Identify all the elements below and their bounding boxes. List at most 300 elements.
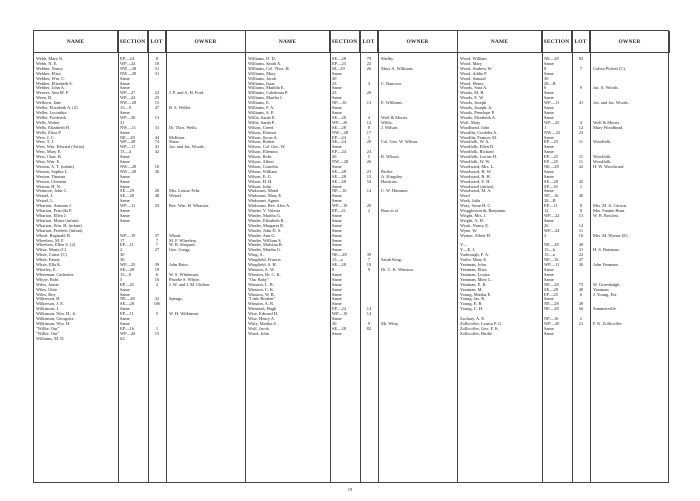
entry-section: NP—16 bbox=[544, 317, 559, 322]
entry-name: Wolf, Mary bbox=[460, 120, 481, 125]
column-header-row bbox=[458, 31, 670, 53]
entry-owner: Woodfolk. bbox=[593, 155, 612, 160]
entry-section: Same bbox=[332, 194, 342, 199]
entry-name: Woods, Penelope P. bbox=[460, 110, 495, 115]
entry-section: WP—27 bbox=[120, 91, 136, 96]
entry-lot: 16 bbox=[154, 164, 160, 169]
entry-section: Same bbox=[332, 96, 342, 101]
entry-section: WP—20 bbox=[120, 331, 136, 336]
header-owner: OWNER bbox=[378, 31, 458, 53]
entry-name: Wiles, Ottie bbox=[36, 287, 58, 292]
entry-section: SE—28 bbox=[120, 302, 134, 307]
entry-name: Winder, Malvina B. bbox=[248, 243, 283, 248]
entry-owner: Mary Woodhead. bbox=[593, 125, 624, 130]
entry-section: WP—11 bbox=[120, 204, 136, 209]
entry-section: NE—28 bbox=[544, 57, 559, 61]
entry-section: WP—25 bbox=[544, 120, 560, 125]
entry-name: Wharton, Ellen J. bbox=[36, 214, 67, 218]
entry-name: Yeatman, Mary L. bbox=[460, 277, 492, 282]
entry-name: Zollicoffer, Geo. F. K. bbox=[460, 326, 500, 331]
entry-lot: 49 bbox=[578, 302, 584, 307]
entry-name: Winston, Dr. C. K. bbox=[248, 272, 281, 277]
entry-list bbox=[458, 57, 670, 337]
entry-section: Same bbox=[120, 184, 130, 189]
entry-name: Winston, A. B. bbox=[248, 302, 275, 307]
entry-lot: 14 bbox=[366, 307, 372, 312]
entry-name: Young, Martha E. bbox=[460, 292, 492, 297]
entry-lot: 17 bbox=[366, 130, 372, 135]
entry-name: Winder, Martha G. bbox=[248, 248, 282, 253]
entry-lot: 6 bbox=[579, 292, 583, 297]
entry-owner: Richie. bbox=[381, 169, 394, 174]
entry-section: Same bbox=[332, 223, 342, 228]
entry-owner: Willis. bbox=[381, 120, 393, 125]
entry-name: Wray, Susie H. C. bbox=[460, 204, 492, 209]
entry-section: WP—20 bbox=[120, 115, 136, 120]
entry-section: Same bbox=[544, 115, 554, 120]
entry-section: Same bbox=[332, 297, 342, 302]
entry-owner: J. Young, Est. bbox=[593, 292, 618, 297]
entry-name: Williams, Col. Thos. H. bbox=[248, 66, 290, 71]
entry-section: Same bbox=[544, 71, 554, 76]
entry-name: Wells, Elizabeth H. bbox=[36, 125, 71, 130]
entry-section: 15—4 bbox=[120, 150, 131, 155]
entry-section: Same bbox=[332, 282, 342, 287]
entry-lot: 8 bbox=[579, 209, 583, 214]
entry-section: Same bbox=[332, 184, 342, 189]
entry-lot: 31 bbox=[154, 66, 160, 71]
entry-section: Same bbox=[544, 174, 554, 179]
entry-owner: Mary A. Williams. bbox=[381, 66, 414, 71]
entry-section: SE—28 bbox=[544, 287, 558, 292]
entry-section: EP—24 bbox=[120, 57, 134, 61]
entry-section: Same bbox=[332, 277, 342, 282]
entry-lot: 44 bbox=[154, 135, 160, 140]
entry-owner: Dr. Thos. Wells. bbox=[169, 125, 198, 130]
entry-lot: 13 bbox=[154, 115, 160, 120]
entry-name: Winstead, Hugh bbox=[248, 307, 277, 312]
entry-name: Weston, Sophia L. bbox=[36, 169, 69, 174]
entry-section: EP—25 bbox=[120, 282, 134, 287]
entry-section: 8 bbox=[544, 66, 547, 71]
entry-name: Wilson, Syrus A. bbox=[248, 135, 278, 140]
entry-lot: 30 bbox=[578, 263, 584, 268]
entry-name: Wing, A. bbox=[248, 253, 264, 258]
entry-section: NW—28 bbox=[332, 130, 349, 135]
entry-section: Same bbox=[332, 238, 342, 243]
entry-name: Wilkinson, J. bbox=[36, 307, 60, 312]
entry-lot: 56 bbox=[578, 307, 584, 312]
entry-section: Same bbox=[332, 218, 342, 223]
entry-name: Williams, Caledonia P. bbox=[248, 91, 289, 96]
entry-name: Weller, Frederick bbox=[36, 115, 67, 120]
entry-name: Winston, A. W. bbox=[248, 267, 275, 272]
entry-lot: 23 bbox=[366, 169, 372, 174]
entry-section: Same bbox=[544, 96, 554, 101]
header-name: NAME bbox=[34, 31, 118, 53]
entry-section: NP—16 bbox=[332, 101, 347, 106]
entry-name: Woodfolk, W. W. bbox=[460, 160, 491, 165]
entry-name: Welborn, Jane bbox=[36, 101, 62, 106]
entry-name: Woodfolk, Richard bbox=[460, 150, 494, 155]
entry-name: Witty, Martha S. bbox=[248, 321, 278, 326]
entry-lot: 25 bbox=[154, 96, 160, 101]
entry-lot: 18 bbox=[154, 61, 160, 66]
entry-section: 15—a bbox=[332, 258, 343, 263]
entry-lot: 19 bbox=[366, 263, 372, 268]
entry-lot: 31 bbox=[578, 248, 584, 253]
entry-owner: Jos. and Jas. Woods. bbox=[169, 145, 205, 150]
header-lot: LOT bbox=[148, 31, 166, 53]
entry-section: 28—B bbox=[544, 199, 556, 204]
entry-section: WP—20 bbox=[544, 321, 560, 326]
entry-name: Wood, Henry bbox=[460, 81, 484, 86]
entry-owner: Mrs. Fannie Hunt. bbox=[593, 209, 626, 214]
entry-lot: 42 bbox=[578, 179, 584, 184]
entry-name: Wilson, Robt. bbox=[248, 155, 273, 160]
header-name: NAME bbox=[246, 31, 330, 53]
entry-owner: W. Greenhalgh. bbox=[593, 282, 621, 287]
entry-name: Wheeless, M. F. bbox=[36, 238, 65, 243]
entry-owner: J. P. and A. H. Ford. bbox=[169, 91, 205, 96]
entry-section: WP—11 bbox=[544, 101, 560, 106]
entry-name: Winder, William S. bbox=[248, 238, 282, 243]
entry-name: Winder, Margaret R. bbox=[248, 223, 285, 228]
entry-lot: 13 bbox=[578, 214, 584, 218]
entry-name: Webber, Eliza bbox=[36, 71, 61, 76]
entry-section: WP—25 bbox=[120, 263, 136, 268]
entry-name: White, Maria (C) bbox=[36, 248, 67, 253]
entry-section: 28—B bbox=[544, 81, 556, 86]
entry-name: Wiles, Roy bbox=[36, 292, 56, 297]
entry-lot: 74 bbox=[154, 140, 160, 145]
entry-section: Same bbox=[332, 164, 342, 169]
entry-section: EP—16 bbox=[120, 326, 134, 331]
entry-lot: 16 bbox=[578, 233, 584, 238]
header-owner: OWNER bbox=[166, 31, 246, 53]
entry-owner: Geo. Gregg. bbox=[169, 248, 191, 253]
entry-name: Williams, S. E. bbox=[248, 110, 275, 115]
entry-section: Same bbox=[332, 287, 342, 292]
column-header-row bbox=[34, 31, 246, 53]
entry-section: 17 bbox=[120, 238, 125, 243]
entry-section: Same bbox=[120, 209, 130, 214]
entry-name: White, Carter (C) bbox=[36, 253, 67, 258]
entry-section: EP—25 bbox=[544, 155, 558, 160]
entry-owner: Wetzel. bbox=[169, 194, 183, 199]
entry-section: NW—28 bbox=[332, 160, 349, 165]
entry-lot: 49 bbox=[578, 243, 584, 248]
entry-name: Webb, Mary N. bbox=[36, 57, 64, 61]
entry-name: Weston, Thomas bbox=[36, 174, 66, 179]
entry-name: Williams, M. D. bbox=[36, 336, 65, 341]
entry-section: Same bbox=[332, 302, 342, 307]
entry-section: WP—19 bbox=[332, 312, 348, 317]
entry-section: 30 bbox=[544, 76, 549, 81]
entry-section: Same bbox=[120, 110, 130, 115]
entry-lot: 1 bbox=[155, 326, 159, 331]
table-row bbox=[458, 332, 670, 337]
entry-lot: 47 bbox=[578, 258, 584, 263]
entry-name: West, Wm. E. bbox=[36, 160, 61, 165]
entry-lot: 23 bbox=[154, 91, 160, 96]
entry-name: Wilson, Eleanor bbox=[248, 130, 277, 135]
entry-lot: 79 bbox=[366, 57, 372, 61]
entry-name: Yarlie, Mary E. bbox=[460, 258, 488, 263]
entry-section: Same bbox=[120, 317, 130, 322]
entry-section: 6 bbox=[544, 86, 547, 91]
entry-owner: H. S. Bateman. bbox=[593, 248, 620, 253]
entry-section: EP—11 bbox=[120, 312, 134, 317]
entry-name: Wood, Samuel bbox=[460, 76, 486, 81]
entry-lot: 42 bbox=[578, 164, 584, 169]
entry-name: Word bbox=[460, 194, 470, 199]
entry-section: WP—24 bbox=[120, 61, 136, 66]
entry-name: Woodward, R. H. bbox=[460, 174, 491, 179]
entry-lot: 15 bbox=[366, 174, 372, 179]
entry-section: EP—11 bbox=[120, 243, 134, 248]
entry-lot: 37 bbox=[154, 233, 160, 238]
entry-owner: Jas. A. Woods. bbox=[593, 86, 619, 91]
entry-name: Woodfolk, Ellen D. bbox=[460, 145, 495, 150]
entry-owner: B. S. Weller. bbox=[169, 106, 192, 111]
page-number: 19 bbox=[347, 487, 353, 492]
entry-name: Wood, Mary bbox=[460, 61, 483, 66]
entry-lot: 39 bbox=[154, 263, 160, 268]
entry-owner: Wolf & Morris. bbox=[381, 115, 409, 120]
entry-owner: Jos. and Jas. Woods. bbox=[593, 101, 629, 106]
entry-lot: 9 bbox=[367, 321, 371, 326]
entry-section: SE—28 bbox=[332, 169, 346, 174]
header-lot: LOT bbox=[572, 31, 590, 53]
entry-lot: 12 bbox=[366, 120, 372, 125]
entry-lot: 21 bbox=[578, 321, 584, 326]
entry-owner: John Raiss. bbox=[169, 263, 190, 268]
entry-section: 15—b bbox=[544, 248, 555, 253]
entry-name: Wharton, Arminta J. bbox=[36, 204, 72, 209]
entry-lot: 11 bbox=[578, 160, 584, 165]
entry-section: NE—28 bbox=[544, 302, 559, 307]
entry-section: Same bbox=[544, 267, 554, 272]
entry-lot: 40 bbox=[578, 194, 584, 199]
entry-section: Same bbox=[120, 155, 130, 160]
entry-name: Winder, Ann G. bbox=[248, 233, 276, 238]
entry-owner: W. H. Wilkinson. bbox=[169, 312, 200, 317]
entry-name: Woodlin, Cordelia A. bbox=[460, 130, 498, 135]
entry-section: 26 bbox=[544, 223, 549, 228]
entry-owner: Wolf & Morris. bbox=[593, 120, 621, 125]
entry-name: Woods, M. B. bbox=[460, 91, 485, 96]
entry-owner: Sarah King. bbox=[381, 258, 402, 263]
entry-name: Wetzel, L. bbox=[36, 199, 55, 204]
entry-lot: 13 bbox=[366, 101, 372, 106]
entry-name: Wilkinson, Georgetta bbox=[36, 317, 74, 322]
entry-owner: Phoebe S. Whyte. bbox=[169, 277, 201, 282]
entry-lot: 47 bbox=[154, 106, 160, 111]
entry-name: Winbourn, Rev. Alex A. bbox=[248, 204, 291, 209]
entry-section: Same bbox=[332, 317, 342, 322]
entry-section: 2 bbox=[120, 248, 123, 253]
entry-section: Same bbox=[120, 130, 130, 135]
entry-name: Wilson, Albert bbox=[248, 160, 274, 165]
entry-section: Same bbox=[544, 272, 554, 277]
entry-name: Wright, A. H. bbox=[460, 218, 484, 223]
entry-name: Winston, L. B. bbox=[248, 282, 274, 287]
entry-section: Same bbox=[120, 160, 130, 165]
entry-lot: 23 bbox=[578, 130, 584, 135]
entry-section: Same bbox=[544, 110, 554, 115]
header-name: NAME bbox=[458, 31, 542, 53]
entry-section: Same bbox=[332, 248, 342, 253]
entry-name: Y— bbox=[460, 243, 468, 248]
entry-section: SE—28 bbox=[332, 179, 346, 184]
entry-section: Same bbox=[120, 321, 130, 326]
entry-section: EP—25 bbox=[544, 160, 558, 165]
entry-lot: 10 bbox=[154, 277, 160, 282]
entry-owner: W. B. Rowlett. bbox=[593, 214, 620, 218]
entry-section: Same bbox=[544, 150, 554, 155]
entry-name: Winder, Elizabeth R. bbox=[248, 218, 285, 223]
table-row bbox=[34, 337, 246, 342]
entry-name: Willis, Sarah P. bbox=[248, 120, 275, 125]
entry-lot: 30 bbox=[154, 169, 160, 174]
entry-lot: 20 bbox=[154, 189, 160, 194]
entry-name: Winder, V. Valeria bbox=[248, 209, 281, 214]
entry-section: SE—28 bbox=[332, 57, 346, 61]
entry-name: West, Mary E. bbox=[36, 150, 62, 155]
entry-name: Williams, E. bbox=[248, 101, 270, 106]
entry-section: Same bbox=[120, 179, 130, 184]
entry-section: WP—28 bbox=[120, 140, 136, 145]
entry-lot: 15 bbox=[154, 101, 160, 106]
entry-name: Wright, Mrs. J. bbox=[460, 214, 487, 218]
entry-name: Whiteman, Catherine bbox=[36, 272, 74, 277]
entry-list bbox=[246, 57, 458, 337]
header-section: SECTION bbox=[118, 31, 148, 53]
burial-register-table bbox=[33, 30, 669, 483]
entry-name: West, J. C. bbox=[36, 135, 55, 140]
entry-section: Same bbox=[544, 91, 554, 96]
header-section: SECTION bbox=[542, 31, 572, 53]
entry-lot: 3 bbox=[367, 81, 371, 86]
entry-name: Woodfolk, W. A. bbox=[460, 140, 490, 145]
entry-lot: 2 bbox=[579, 317, 583, 322]
entry-section: EP—25 bbox=[544, 292, 558, 297]
entry-name: West, Wm. Edward (Artist) bbox=[36, 145, 85, 150]
entry-owner: Rev. Wm. H. Wharton. bbox=[169, 204, 210, 209]
entry-name: Winder, John D. S. bbox=[248, 228, 282, 233]
entry-lot: 4 bbox=[367, 115, 371, 120]
entry-name: Wise, Henry A. bbox=[248, 317, 276, 322]
entry-name: Wise, Edward H. bbox=[248, 312, 279, 317]
entry-name: Wilson, Julia bbox=[248, 184, 271, 189]
entry-section: Same bbox=[544, 169, 554, 174]
entry-section: WP—19 bbox=[332, 204, 348, 209]
entry-section: NW—23 bbox=[544, 130, 561, 135]
entry-owner: McKeon. bbox=[169, 135, 186, 140]
entry-list bbox=[34, 57, 246, 342]
entry-name: Wilson, Cornelia bbox=[248, 164, 278, 169]
entry-lot bbox=[360, 332, 378, 337]
entry-lot: 7 bbox=[155, 243, 159, 248]
entry-name: Wells, Eliza P. bbox=[36, 130, 62, 135]
entry-section: WP—24 bbox=[544, 228, 560, 233]
entry-section: 23 bbox=[332, 81, 337, 86]
entry-section: 31 bbox=[120, 120, 125, 125]
entry-section: Same bbox=[544, 145, 554, 150]
entry-section: Same bbox=[120, 81, 130, 86]
entry-name: "Little Brother" bbox=[248, 297, 276, 302]
entry-name: Webb, N. E. bbox=[36, 61, 58, 66]
entry-section: NP—16 bbox=[544, 258, 559, 263]
entry-name: Wood, John bbox=[248, 331, 269, 336]
entry-section: SE—28 bbox=[332, 115, 346, 120]
entry-name: Wilkinson, Wm. H. bbox=[36, 321, 71, 326]
entry-name: Williams, Sarah A. bbox=[248, 61, 282, 66]
entry-section: Same bbox=[332, 145, 342, 150]
entry-owner: Shaw. bbox=[169, 140, 180, 145]
entry-section: NW—28 bbox=[120, 164, 137, 169]
entry-owner: J. Wilson. bbox=[381, 125, 399, 130]
entry-section: Same bbox=[332, 272, 342, 277]
entry-section: NW—28 bbox=[120, 101, 137, 106]
entry-section: 30 bbox=[332, 321, 337, 326]
entry-section: Same bbox=[120, 287, 130, 292]
entry-section: Same bbox=[332, 214, 342, 218]
entry-lot: 4 bbox=[579, 120, 583, 125]
entry-name: Zollicoffer, Louisa P. G. bbox=[460, 321, 503, 326]
entry-name: Winbourn, Mand bbox=[248, 189, 279, 194]
entry-name: Woodward, M. A. bbox=[460, 189, 492, 194]
entry-owner: Yeatman. bbox=[593, 287, 610, 292]
entry-lot: 20 bbox=[366, 204, 372, 209]
entry-lot: 12 bbox=[578, 125, 584, 130]
entry-name: Wilson, Col. Geo. W. bbox=[248, 145, 286, 150]
entry-lot: 8 bbox=[367, 125, 371, 130]
entry-name: Winbourn, Mary E. bbox=[248, 194, 283, 199]
entry-owner: Mr. Witty. bbox=[381, 321, 399, 326]
entry-section: NP—16 bbox=[544, 194, 559, 199]
entry-owner: Dr. C. K. Winston. bbox=[381, 267, 414, 272]
entry-section: Same bbox=[332, 199, 342, 204]
entry-section: NW—28 bbox=[120, 71, 137, 76]
entry-name: Webber, Elizabeth S. bbox=[36, 81, 73, 86]
entry-lot bbox=[572, 332, 590, 337]
entry-section: 15—8 bbox=[120, 272, 131, 277]
entry-section: SE—28 bbox=[332, 263, 346, 268]
entry-lot: 7 bbox=[367, 258, 371, 263]
entry-name: Williams, Jacob bbox=[248, 76, 277, 81]
entry-lot: 19 bbox=[154, 267, 160, 272]
entry-section: SE—28 bbox=[332, 125, 346, 130]
entry-name: Weston, Clement bbox=[36, 179, 67, 184]
entry-section: SE—28 bbox=[120, 267, 134, 272]
entry-lot: 8 bbox=[579, 204, 583, 209]
entry-lot: 20 bbox=[366, 140, 372, 145]
entry-name: Woodlin, Frances M. bbox=[460, 135, 497, 140]
entry-name: Woodfolk, Lucius H. bbox=[460, 155, 497, 160]
entry-lot: 14 bbox=[366, 189, 372, 194]
entry-name: Yeatman, E. K. bbox=[460, 282, 487, 287]
entry-section: WP—20 bbox=[332, 120, 348, 125]
entry-section: 12 bbox=[544, 209, 549, 214]
entry-owner: Shelby. bbox=[381, 57, 395, 61]
entry-owner: W. B. Shepard. bbox=[169, 243, 196, 248]
entry-section: SE—29 bbox=[120, 189, 134, 194]
entry-name: Wharton, Miner (infant) bbox=[36, 218, 79, 223]
entry-name: Wilkerson, B. bbox=[36, 297, 61, 302]
entry-owner: H. W. Woodward. bbox=[593, 164, 625, 169]
